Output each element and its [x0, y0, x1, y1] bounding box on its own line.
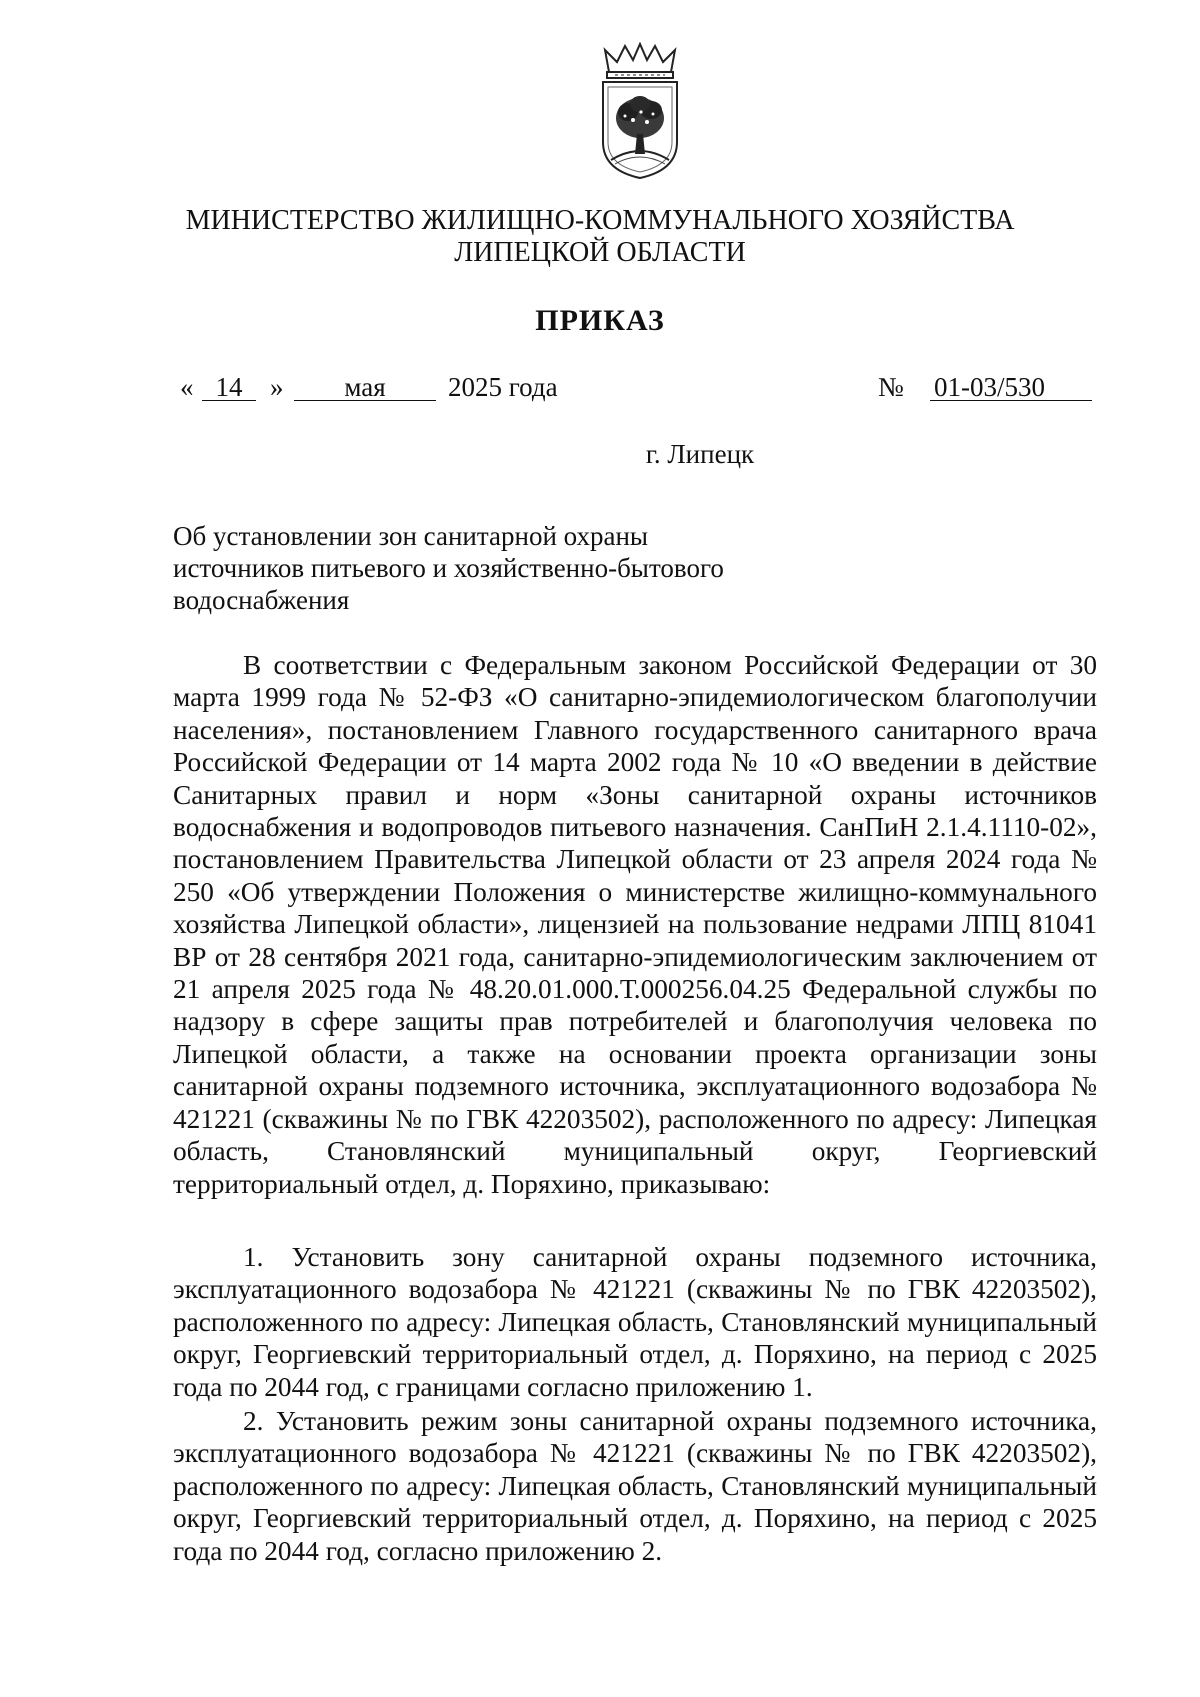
document-type-title: ПРИКАЗ: [535, 304, 665, 337]
body-paragraph-preamble: [173, 649, 1097, 1200]
quote-open: «: [180, 372, 194, 402]
quote-close: »: [270, 372, 284, 402]
date-number-line: [180, 372, 1090, 412]
subject-line1: Об установлении зон санитарной охраны: [173, 521, 649, 551]
order-number: 01-03/530: [930, 372, 1092, 401]
number-sign: №: [878, 372, 904, 402]
paragraph-text: В соответствии с Федеральным законом Российской Федерации от 30 марта 1999 года № 52-ФЗ «О санитарно-эпидемиологическом благополучии населения», постановлением Главного государственного санитарного врача Российской Федерации от 14 марта 2002 года № 10 «О введении в действие Санитарных правил и норм «Зоны санитарной охраны источников водоснабжения и водопроводов питьевого назначения. СанПиН 2.1.4.1110-02», постановлением Правительства Липецкой области от 23 апреля 2024 года № 250 «Об утверждении Положения о министерстве жилищно-коммунального хозяйства Липецкой области», лицензией на пользование недрами ЛПЦ 81041 ВР от 28 сентября 2021 года, санитарно-эпидемиологическим заключением от 21 апреля 2025 года № 48.20.01.000.Т.000256.04.25 Федеральной службы по надзору в сфере защиты прав потребителей и благополучия человека по Липецкой области, а также на основании проекта организации зоны санитарной охраны подземного источника, эксплуатационного водозабора № 421221 (скважины № по ГВК 42203502), расположенного по адресу: Липецкая область, Становлянский муниципальный округ, Георгиевский территориальный отдел, д. Поряхино, приказываю:: [173, 650, 1097, 1199]
city: г. Липецк: [645, 439, 755, 469]
subject-line2: источников питьевого и хозяйственно-бытового: [173, 553, 724, 583]
subject-line3: водоснабжения: [173, 585, 350, 615]
paragraph-text: 2. Установить режим зоны санитарной охраны подземного источника, эксплуатационного водозабора № 421221 (скважины № по ГВК 42203502), расположенного по адресу: Липецкая область, Становлянский муниципальный округ, Георгиевский территориальный отдел, д. Поряхино, на период с 2025 года по 2044 год, согласно приложению 2.: [173, 1406, 1097, 1566]
body-paragraph-item-2: [173, 1405, 1097, 1567]
order-subject: [173, 520, 813, 616]
organization-name-line1: МИНИСТЕРСТВО ЖИЛИЩНО-КОММУНАЛЬНОГО ХОЗЯЙСТВА: [185, 205, 1015, 236]
lipetsk-coat-of-arms-icon: [595, 42, 685, 182]
date-year: 2025 года: [448, 372, 558, 402]
body-paragraph-item-1: [173, 1241, 1097, 1403]
date-month: мая: [294, 372, 436, 401]
paragraph-text: 1. Установить зону санитарной охраны подземного источника, эксплуатационного водозабора № 421221 (скважины № по ГВК 42203502), расположенного по адресу: Липецкая область, Становлянский муниципальный округ, Георгиевский территориальный отдел, д. Поряхино, на период с 2025 года по 2044 год, с границами согласно приложению 1.: [173, 1242, 1097, 1402]
date-day: 14: [202, 372, 256, 401]
organization-name-line2: ЛИПЕЦКОЙ ОБЛАСТИ: [454, 237, 746, 268]
